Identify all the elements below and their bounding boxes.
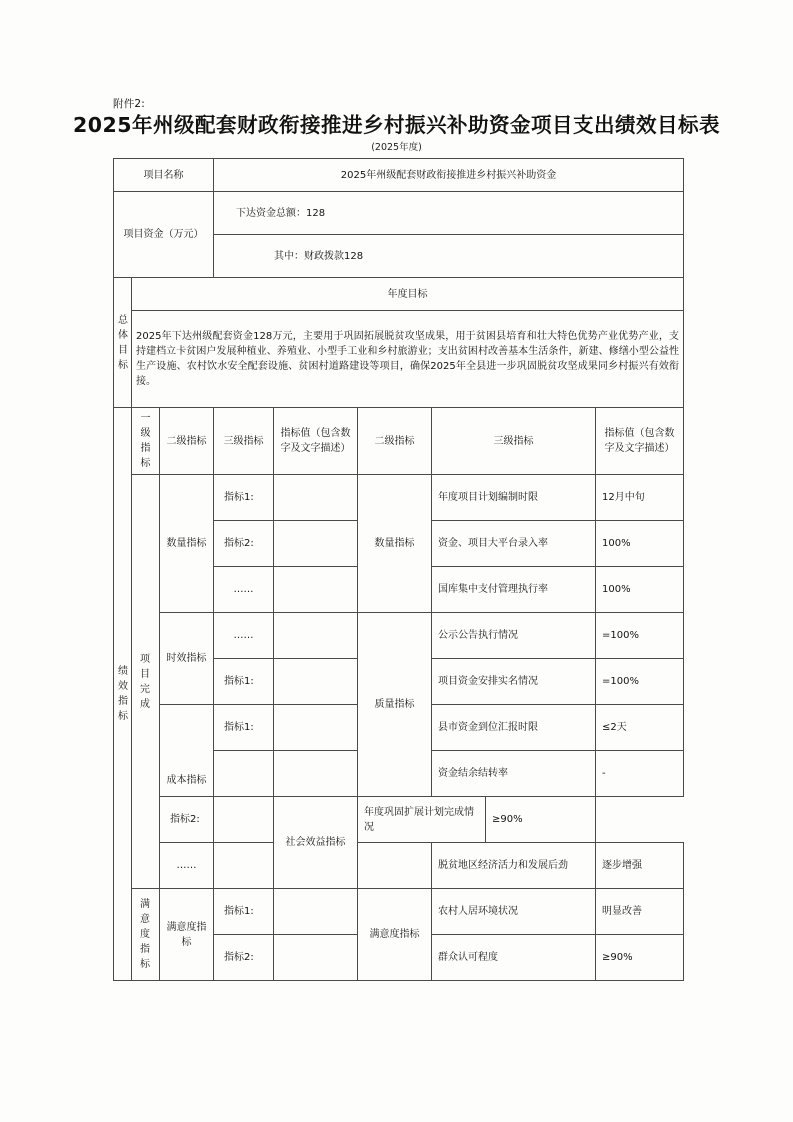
left-l2-0: 数量指标 <box>160 475 214 613</box>
level1-group-project-completion: 项目完成 <box>132 475 160 889</box>
right-l3-3-0: 农村人居环境状况 <box>432 889 596 935</box>
left-value-9 <box>274 889 358 935</box>
left-l2-4: 时效指标 <box>160 613 214 705</box>
table-row <box>114 613 684 659</box>
header-level3-left: 三级指标 <box>214 408 274 475</box>
right-value-0-2: 100% <box>596 567 684 613</box>
left-value-0 <box>274 475 358 521</box>
left-l3-10: 指标2: <box>214 935 274 981</box>
right-value-1-1: =100% <box>596 659 684 705</box>
left-l3-0: 指标1: <box>214 475 274 521</box>
left-value-7 <box>214 797 274 843</box>
right-l3-0-1: 资金、项目大平台录入率 <box>432 521 596 567</box>
table-row <box>114 311 684 408</box>
table-row <box>114 159 684 192</box>
right-l3-1-1: 项目资金安排实名情况 <box>432 659 596 705</box>
right-l2-1: 质量指标 <box>358 613 432 797</box>
right-value-3-0: 明显改善 <box>596 889 684 935</box>
level1-group-satisfaction: 满意度指标 <box>132 889 160 981</box>
page-title: 2025年州级配套财政衔接推进乡村振兴补助资金项目支出绩效目标表 <box>72 113 721 137</box>
overall-goal-side-label: 总体目标 <box>114 278 132 408</box>
right-value-0-0: 12月中旬 <box>596 475 684 521</box>
right-l3-2-0: 年度巩固扩展计划完成情况 <box>358 797 486 843</box>
annual-goal-header: 年度目标 <box>132 278 684 311</box>
table-header-row <box>114 408 684 475</box>
right-value-1-0: =100% <box>596 613 684 659</box>
left-l2-8: …… <box>160 843 214 889</box>
left-l3-6 <box>214 751 274 797</box>
left-l3-5: 指标1: <box>214 705 274 751</box>
right-l2-0: 数量指标 <box>358 475 432 613</box>
left-l3-9: 指标1: <box>214 889 274 935</box>
right-value-2-1: 逐步增强 <box>596 843 684 889</box>
left-value-2 <box>274 567 358 613</box>
right-l3-0-2: 国库集中支付管理执行率 <box>432 567 596 613</box>
right-l3-0-0: 年度项目计划编制时限 <box>432 475 596 521</box>
annual-goal-text: 2025年下达州级配套资金128万元，主要用于巩固拓展脱贫攻坚成果，用于贫困县培育和壮大特色优势产业优势产业，支持建档立卡贫困户发展种植业、养殖业、小型手工业和乡村旅游业；支出贫困村改善基本生活条件，新建、修缮小型公益性生产设施、农村饮水安全配套设施、贫困村道路建设等项目，确保2025年全县进一步巩固脱贫攻坚成果同乡村振兴有效衔接。 <box>132 311 684 408</box>
right-l3-1-0: 公示公告执行情况 <box>432 613 596 659</box>
right-value-1-2: ≤2天 <box>596 705 684 751</box>
header-level2-right: 二级指标 <box>358 408 432 475</box>
perf-side-label: 绩效指标 <box>114 408 132 981</box>
left-value-5 <box>274 705 358 751</box>
left-l3-7: 指标2: <box>160 797 214 843</box>
left-l3-8 <box>214 843 274 889</box>
right-l3-2-1: 脱贫地区经济活力和发展后劲 <box>432 843 596 889</box>
performance-target-table <box>113 158 684 981</box>
right-value-0-1: 100% <box>596 521 684 567</box>
project-fund-label: 项目资金（万元） <box>114 192 214 278</box>
fund-total-value: 下达资金总额：128 <box>214 192 684 235</box>
header-level1: 一级指标 <box>132 408 160 475</box>
table-row <box>114 278 684 311</box>
left-value-3 <box>274 613 358 659</box>
table-row <box>114 843 684 889</box>
right-l2-2: 社会效益指标 <box>274 797 358 889</box>
left-l3-1: 指标2: <box>214 521 274 567</box>
left-value-8 <box>358 843 432 889</box>
left-l2-9: 满意度指标 <box>160 889 214 981</box>
table-row <box>114 797 684 843</box>
table-row <box>114 889 684 935</box>
header-value-left: 指标值（包含数字及文字描述） <box>274 408 358 475</box>
left-l3-2: …… <box>214 567 274 613</box>
right-l3-1-2: 县市资金到位汇报时限 <box>432 705 596 751</box>
page-subtitle: (2025年度) <box>371 142 422 153</box>
project-name-value: 2025年州级配套财政衔接推进乡村振兴补助资金 <box>214 159 684 192</box>
table-row <box>114 192 684 235</box>
left-value-6 <box>274 751 358 797</box>
attachment-label: 附件2: <box>113 98 146 110</box>
left-l2-6: 成本指标 <box>160 705 214 797</box>
left-l3-4: 指标1: <box>214 659 274 705</box>
header-value-right: 指标值（包含数字及文字描述） <box>596 408 684 475</box>
right-value-1-3: - <box>596 751 684 797</box>
left-value-1 <box>274 521 358 567</box>
header-level3-right: 三级指标 <box>432 408 596 475</box>
header-level2-left: 二级指标 <box>160 408 214 475</box>
right-value-2-0: ≥90% <box>486 797 596 843</box>
left-l3-3: …… <box>214 613 274 659</box>
fund-detail-value: 其中：财政拨款128 <box>214 235 684 278</box>
right-l2-3: 满意度指标 <box>358 889 432 981</box>
table-row <box>114 475 684 521</box>
right-l3-3-1: 群众认可程度 <box>432 935 596 981</box>
left-value-4 <box>274 659 358 705</box>
project-name-label: 项目名称 <box>114 159 214 192</box>
right-value-3-1: ≥90% <box>596 935 684 981</box>
left-value-10 <box>274 935 358 981</box>
right-l3-1-3: 资金结余结转率 <box>432 751 596 797</box>
